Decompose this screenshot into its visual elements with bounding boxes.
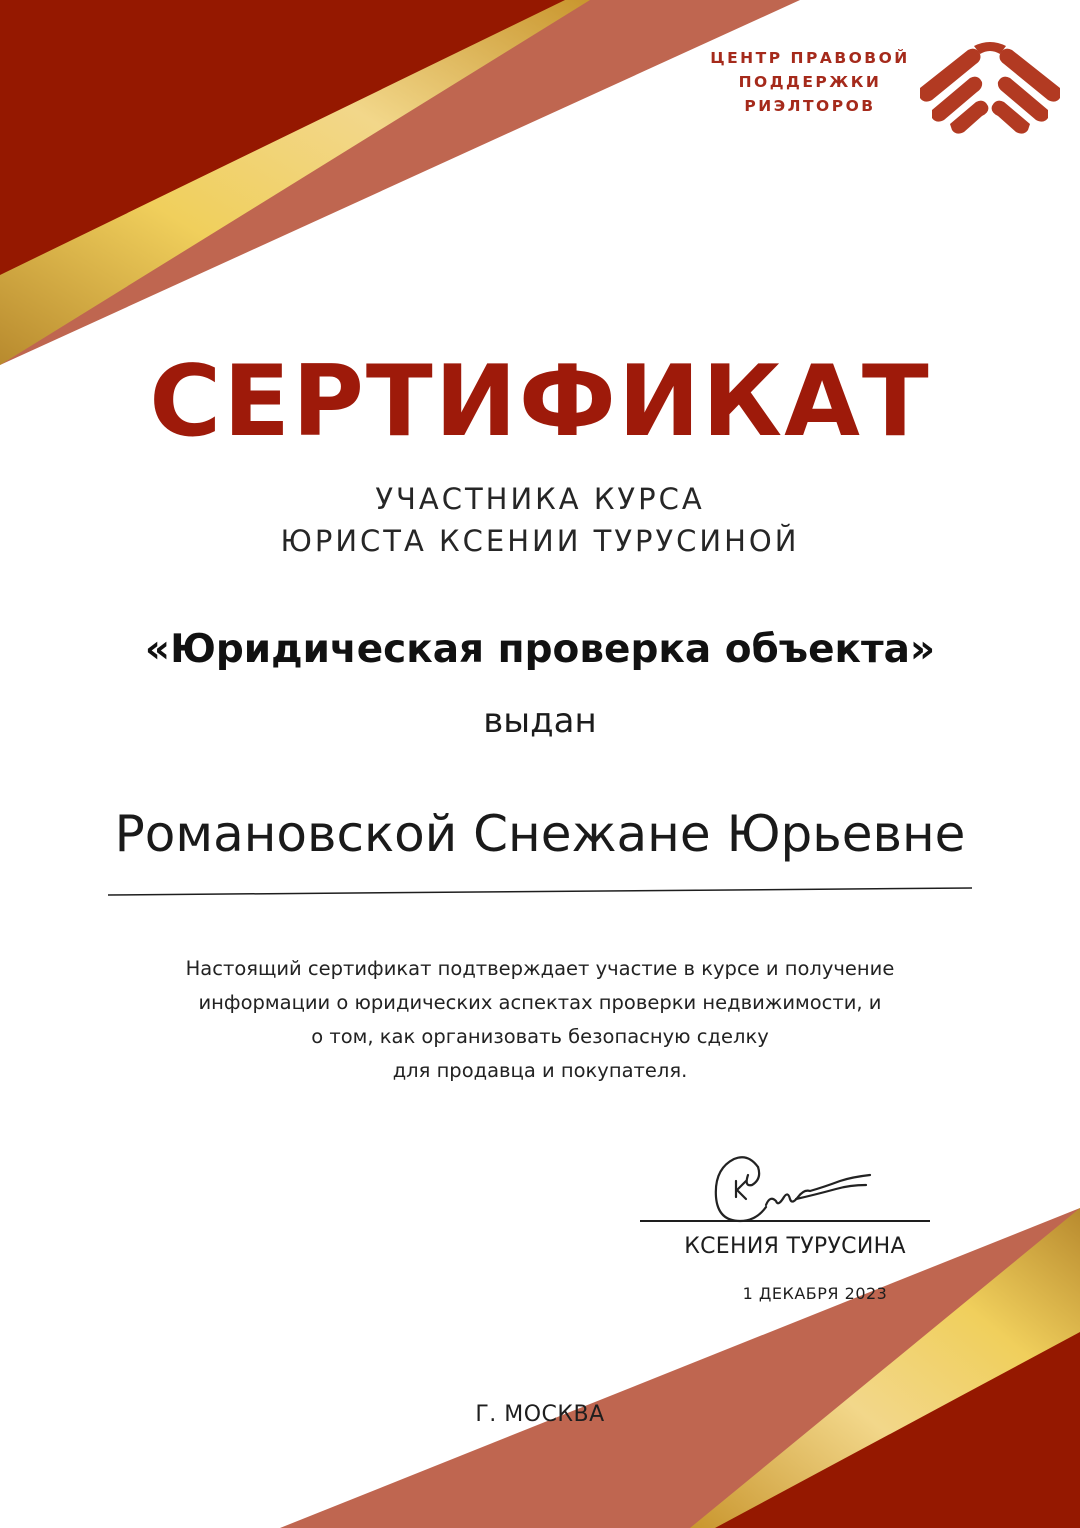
issue-city: Г. МОСКВА [475, 1402, 605, 1427]
description-line: для продавца и покупателя. [392, 1059, 688, 1082]
subtitle-line: УЧАСТНИКА КУРСА [375, 482, 705, 516]
subtitle-line: ЮРИСТА КСЕНИИ ТУРУСИНОЙ [280, 524, 800, 558]
certificate-subtitle [0, 478, 1080, 562]
signatory-name: КСЕНИЯ ТУРУСИНА [684, 1234, 906, 1259]
organization-name-line: РИЭЛТОРОВ [744, 97, 876, 115]
organization-name-line: ПОДДЕРЖКИ [738, 73, 882, 91]
recipient-name: Романовской Снежане Юрьевне [114, 805, 966, 863]
organization-name [690, 46, 930, 118]
description-line: о том, как организовать безопасную сделку [311, 1025, 769, 1048]
description-line: Настоящий сертификат подтверждает участие в курсе и получение [185, 957, 895, 980]
description-line: информации о юридических аспектах проверки недвижимости, и [198, 991, 882, 1014]
issue-date: 1 ДЕКАБРЯ 2023 [742, 1284, 888, 1303]
issued-label: выдан [483, 701, 597, 741]
handwritten-signature-icon [700, 1145, 880, 1235]
hands-roof-logo-icon [910, 40, 1070, 140]
top-left-corner-ornament [0, 0, 800, 365]
organization-name-line: ЦЕНТР ПРАВОВОЙ [710, 49, 910, 67]
certificate-description [0, 952, 1080, 1088]
recipient-underline [106, 878, 976, 898]
signature-line [640, 1220, 930, 1222]
certificate-title: СЕРТИФИКАТ [149, 345, 931, 459]
course-name: «Юридическая проверка объекта» [144, 627, 936, 672]
